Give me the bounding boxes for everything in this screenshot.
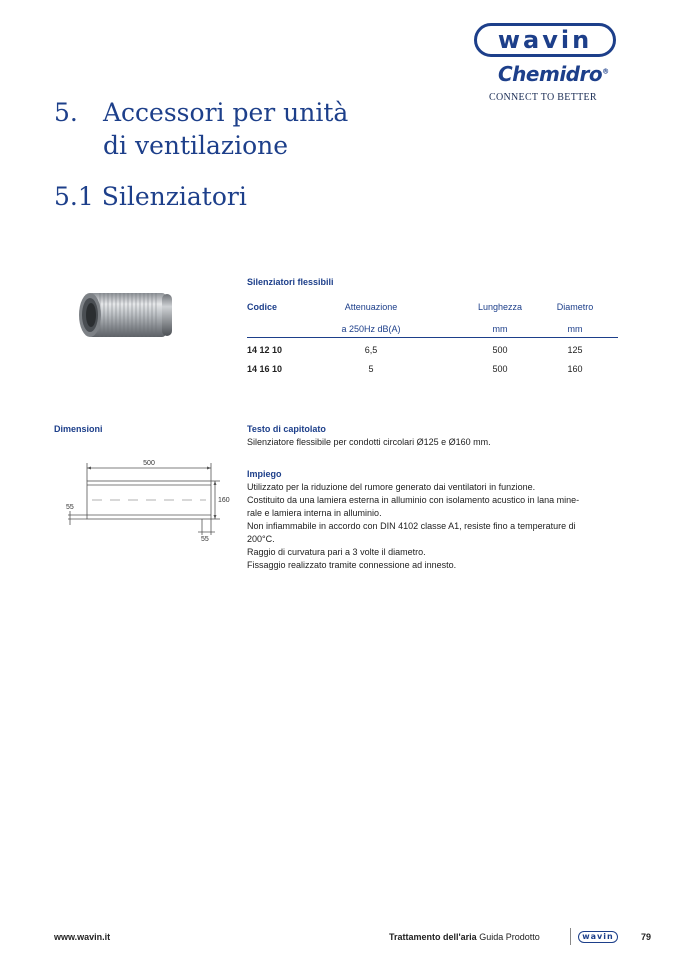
usage-title: Impiego: [247, 469, 282, 479]
tagline: CONNECT TO BETTER: [489, 92, 597, 103]
col-subheader-diameter: mm: [567, 324, 583, 334]
chemidro-logo-text: Chemidro: [498, 62, 603, 86]
subsection-title: 5.1 Silenziatori: [54, 182, 247, 211]
dimension-diameter-label: 160: [218, 497, 230, 504]
spec-text: Silenziatore flessibile per condotti circolari Ø125 e Ø160 mm.: [247, 437, 491, 447]
col-subheader-length: mm: [492, 324, 508, 334]
usage-line: 200°C.: [247, 534, 275, 544]
footer-doc-title: [389, 932, 540, 942]
footer-url[interactable]: www.wavin.it: [54, 932, 111, 942]
section-title-line2: di ventilazione: [103, 131, 289, 160]
table-title: Silenziatori flessibili: [247, 277, 334, 287]
registered-mark: ®: [602, 67, 609, 76]
col-header-attenuation: Attenuazione: [344, 302, 398, 312]
usage-line: Fissaggio realizzato tramite connessione ad innesto.: [247, 560, 457, 570]
usage-line: Costituito da una lamiera esterna in alluminio con isolamento acustico in lana mine-: [247, 495, 580, 505]
dimension-left-offset-label: 55: [66, 504, 74, 511]
usage-text: [247, 481, 619, 572]
usage-line: Raggio di curvatura pari a 3 volte il diametro.: [247, 547, 426, 557]
footer-doc-regular: Guida Prodotto: [479, 932, 540, 942]
silencer-product-image: [70, 285, 180, 347]
table-cell-attenuation: 6,5: [364, 345, 378, 355]
col-header-code: Codice: [247, 302, 278, 312]
table-cell-diameter: 160: [567, 364, 583, 374]
wavin-logo-text: wavin: [497, 26, 593, 54]
col-subheader-attenuation: a 250Hz dB(A): [341, 324, 401, 334]
table-cell-length: 500: [492, 364, 508, 374]
section-title-line1: Accessori per unità: [103, 98, 349, 127]
usage-line: rale e lamiera interna in alluminio.: [247, 508, 382, 518]
footer-doc-bold: Trattamento dell'aria: [389, 932, 477, 942]
section-number: 5.: [54, 98, 78, 127]
table-cell-code: 14 12 10: [247, 345, 283, 355]
table-cell-attenuation: 5: [368, 364, 374, 374]
footer-separator: [570, 928, 571, 945]
col-header-length: Lunghezza: [477, 302, 523, 312]
table-rule: [247, 337, 618, 338]
usage-line: Non infiammabile in accordo con DIN 4102 classe A1, resiste fino a temperature di: [247, 521, 576, 531]
footer-wavin-logo: [578, 931, 618, 943]
table-cell-diameter: 125: [567, 345, 583, 355]
table-cell-code: 14 16 10: [247, 364, 283, 374]
table-cell-length: 500: [492, 345, 508, 355]
dimension-bottom-offset-label: 55: [201, 536, 209, 543]
chemidro-logo: [498, 62, 609, 86]
dimensions-label: Dimensioni: [54, 424, 103, 434]
spec-title: Testo di capitolato: [247, 424, 326, 434]
col-header-diameter: Diametro: [556, 302, 594, 312]
footer-logo-text: wavin: [582, 932, 614, 941]
silencer-right-collar: [162, 294, 172, 336]
dimension-length-label: 500: [143, 460, 155, 467]
dimension-drawing: [60, 455, 240, 545]
page-number: 79: [641, 932, 652, 942]
wavin-logo: [474, 23, 616, 57]
usage-line: Utilizzato per la riduzione del rumore generato dai ventilatori in funzione.: [247, 482, 536, 492]
